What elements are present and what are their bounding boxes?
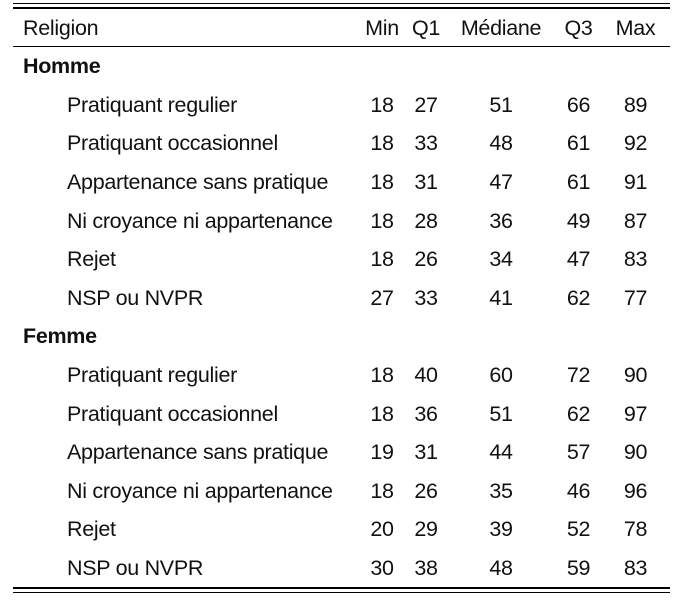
cell-max: 96 [623, 478, 648, 503]
cell-median: 39 [489, 517, 513, 542]
cell-max: 91 [623, 170, 648, 195]
group-label-femme: Femme [23, 324, 97, 349]
table-row [13, 433, 670, 472]
cell-q1: 31 [414, 170, 438, 195]
cell-min: 30 [370, 556, 394, 581]
table-row [13, 124, 670, 163]
row-label: Rejet [67, 517, 116, 542]
row-label: Appartenance sans pratique [67, 170, 329, 195]
cell-q3: 46 [566, 478, 591, 503]
header-q1: Q1 [411, 15, 441, 40]
table-row [13, 201, 670, 240]
cell-q1: 33 [414, 285, 438, 310]
table-row [13, 279, 670, 318]
cell-q1: 29 [414, 517, 438, 542]
row-label: NSP ou NVPR [67, 285, 204, 310]
religion-age-stats-table [13, 9, 670, 587]
cell-q1: 26 [414, 247, 438, 272]
cell-q3: 72 [566, 363, 591, 388]
cell-median: 48 [489, 556, 513, 581]
header-max: Max [615, 15, 656, 40]
cell-max: 90 [623, 440, 648, 465]
row-label: Pratiquant occasionnel [67, 131, 278, 156]
stats-table-container [13, 3, 670, 593]
cell-q1: 36 [414, 401, 438, 426]
cell-q1: 26 [414, 478, 438, 503]
cell-q3: 47 [566, 247, 591, 272]
cell-q3: 62 [566, 285, 591, 310]
table-body [13, 46, 670, 587]
row-label: Appartenance sans pratique [67, 440, 329, 465]
group-row [13, 47, 670, 86]
cell-median: 36 [489, 208, 513, 233]
cell-min: 18 [370, 247, 394, 272]
row-label: Rejet [67, 247, 116, 272]
row-label: Pratiquant regulier [67, 92, 237, 117]
cell-median: 34 [489, 247, 513, 272]
cell-min: 18 [370, 478, 394, 503]
cell-q1: 38 [414, 556, 438, 581]
cell-max: 90 [623, 363, 648, 388]
cell-q3: 61 [566, 170, 591, 195]
cell-q3: 57 [566, 440, 591, 465]
table-row [13, 549, 670, 588]
cell-median: 47 [489, 170, 513, 195]
row-label: NSP ou NVPR [67, 556, 204, 581]
row-label: Ni croyance ni appartenance [67, 208, 333, 233]
table-row [13, 163, 670, 202]
cell-median: 51 [489, 401, 513, 426]
table-row [13, 86, 670, 125]
cell-median: 60 [489, 363, 513, 388]
cell-min: 18 [370, 401, 394, 426]
cell-median: 48 [489, 131, 513, 156]
cell-q1: 31 [414, 440, 438, 465]
cell-q3: 49 [566, 208, 591, 233]
cell-median: 44 [489, 440, 513, 465]
table-row [13, 240, 670, 279]
cell-q1: 40 [414, 363, 438, 388]
row-label: Ni croyance ni appartenance [67, 478, 333, 503]
cell-q3: 62 [566, 401, 591, 426]
table-row [13, 472, 670, 511]
cell-q3: 61 [566, 131, 591, 156]
table-row [13, 356, 670, 395]
header-religion: Religion [23, 15, 99, 40]
cell-min: 18 [370, 170, 394, 195]
header-min: Min [365, 15, 399, 40]
cell-min: 19 [370, 440, 394, 465]
table-row [13, 394, 670, 433]
cell-max: 83 [623, 556, 648, 581]
header-median: Médiane [460, 15, 542, 40]
cell-min: 18 [370, 363, 394, 388]
cell-q1: 33 [414, 131, 438, 156]
cell-max: 77 [623, 285, 648, 310]
cell-q3: 52 [566, 517, 591, 542]
cell-q1: 28 [414, 208, 438, 233]
cell-max: 89 [623, 92, 648, 117]
row-label: Pratiquant regulier [67, 363, 237, 388]
table-row [13, 510, 670, 549]
bottom-rule [13, 587, 670, 593]
group-row [13, 317, 670, 356]
header-q3: Q3 [564, 15, 593, 40]
cell-min: 20 [370, 517, 394, 542]
cell-median: 35 [489, 478, 513, 503]
cell-q1: 27 [414, 92, 438, 117]
row-label: Pratiquant occasionnel [67, 401, 278, 426]
cell-median: 41 [489, 285, 513, 310]
cell-median: 51 [489, 92, 513, 117]
cell-q3: 66 [566, 92, 591, 117]
group-label-homme: Homme [23, 54, 101, 79]
cell-min: 18 [370, 92, 394, 117]
cell-min: 18 [370, 208, 394, 233]
cell-max: 87 [623, 208, 648, 233]
cell-min: 18 [370, 131, 394, 156]
header-row [13, 9, 670, 46]
cell-q3: 59 [566, 556, 591, 581]
cell-max: 97 [623, 401, 648, 426]
cell-max: 78 [623, 517, 648, 542]
cell-min: 27 [370, 285, 394, 310]
cell-max: 83 [623, 247, 648, 272]
cell-max: 92 [623, 131, 648, 156]
